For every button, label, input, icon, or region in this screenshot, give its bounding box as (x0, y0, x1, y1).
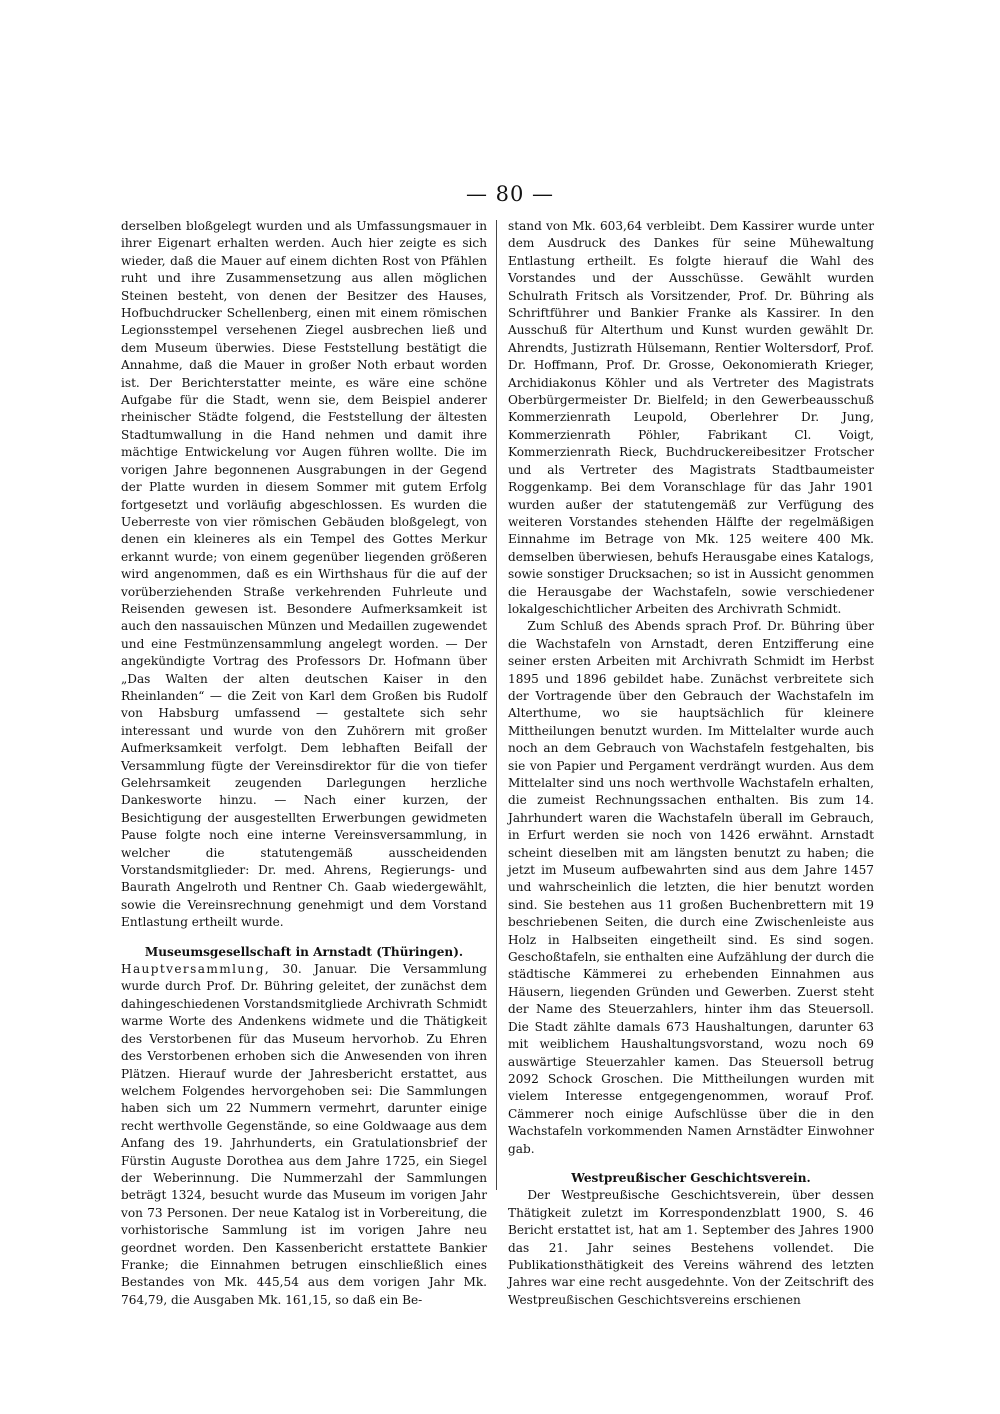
left-paragraph-1: derselben bloßgelegt wurden und als Umfassungsmauer in ihrer Eigenart erhalten werden. Auch hier zeigte es sich wieder, daß die Mauer auf einem dichten Rost von Pfählen ruht und ihre Zusammensetzung aus allen möglichen Steinen besteht, von denen der Besitzer des Hauses, Hofbuchdrucker Schellenberg, einen mit einem römischen Legionsstempel versehenen Ziegel ausbrechen ließ und dem Museum überwies. Diese Feststellung bestätigt die Annahme, daß die Mauer in großer Noth erbaut worden ist. Der Berichterstatter meinte, es wäre eine schöne Aufgabe für die Stadt, wenn sie, dem Beispiel anderer rheinischer Städte folgend, die Feststellung der ältesten Stadtumwallung in die Hand nehmen und damit ihre mächtige Entwickelung vor Augen führen wollte. Die im vorigen Jahre begonnenen Ausgrabungen in der Gegend der Platte wurden in diesem Sommer mit gutem Erfolg fortgesetzt und vorläufig abgeschlossen. Es wurden die Ueberreste von vier römischen Gebäuden bloßgelegt, von denen ein kleineres als ein Tempel des Gottes Merkur erkannt wurde; von einem gegenüber liegenden größeren wird angenommen, daß es ein Wirthshaus für die auf der vorüberziehenden Straße verkehrenden Fuhrleute und Reisenden gewesen ist. Besondere Aufmerksamkeit ist auch den nassauischen Münzen und Medaillen zugewendet und eine Festmünzensammlung angelegt worden. — Der angekündigte Vortrag des Professors Dr. Hofmann über „Das Walten der alten deutschen Kaiser in den Rheinlanden“ — die Zeit von Karl dem Großen bis Rudolf von Habsburg umfassend — gestaltete sich sehr interessant und wurde von den Zuhörern mit großer Aufmerksamkeit verfolgt. Dem lebhaften Beifall der Versammlung fügte der Vereinsdirektor für die von tiefer Gelehrsamkeit zeugenden Darlegungen herzliche Dankesworte hinzu. — Nach einer kurzen, der Besichtigung der ausgestellten Erwerbungen gewidmeten Pause folgte noch eine interne Vereinsversammlung, in welcher die statutengemäß ausscheidenden Vorstandsmitglieder: Dr. med. Ahrens, Regierungs- und Baurath Angelroth und Rentner Ch. Gaab wiedergewählt, sowie die Vereinsrechnung genehmigt und dem Vorstand Entlastung ertheilt wurde. (121, 219, 487, 930)
section-heading-westpreussischer: Westpreußischer Geschichtsverein. (571, 1170, 811, 1185)
column-divider (496, 220, 497, 1190)
right-paragraph-1: stand von Mk. 603,64 verbleibt. Dem Kassirer wurde unter dem Ausdruck des Dankes für seine Mühewaltung Entlastung ertheilt. Es folgte hierauf die Wahl des Vorstandes und der Ausschüsse. Gewählt wurden Schulrath Fritsch als Vorsitzender, Prof. Dr. Bühring als Schriftführer und Bankier Franke als Kassirer. In den Ausschuß für Alterthum und Kunst wurden gewählt Dr. Ahrendts, Justizrath Hülsemann, Rentier Woltersdorf, Prof. Dr. Hoffmann, Prof. Dr. Grosse, Oekonomierath Krieger, Archidiakonus Köhler und als Vertreter des Magistrats Oberbürgermeister Dr. Bielfeld; in den Gewerbeausschuß Kommerzienrath Leupold, Oberlehrer Dr. Jung, Kommerzienrath Pöhler, Fabrikant Cl. Voigt, Kommerzienrath Rieck, Buchdruckereibesitzer Frotscher und als Vertreter des Magistrats Stadtbaumeister Roggenkamp. Bei dem Voranschlage für das Jahr 1901 wurden außer der statutengemäß zur Verfügung des weiteren Vorstandes stehenden Hälfte der regelmäßigen Einnahme im Betrage von Mk. 125 weitere 400 Mk. demselben überwiesen, behufs Herausgabe eines Katalogs, sowie sonstiger Drucksachen; so ist in Aussicht genommen die Herausgabe der Wachstafeln, sowie verschiedener lokalgeschichtlicher Arbeiten des Archivrath Schmidt. (508, 219, 874, 616)
section-heading-museumsgesellschaft: Museumsgesellschaft in Arnstadt (Thüringen). (144, 944, 464, 959)
right-column (508, 218, 874, 1309)
page-number: — 80 — (465, 182, 555, 206)
right-paragraph-3: Der Westpreußische Geschichtsverein, über dessen Thätigkeit zuletzt im Korrespondenzblatt 1900, S. 46 Bericht erstattet ist, hat am 1. September des Jahres 1900 das 21. Jahr seines Bestehens vollendet. Die Publikationsthätigkeit des Vereins während des letzten Jahres war eine recht ausgedehnte. Von der Zeitschrift des Westpreußischen Geschichtsvereins erschienen (508, 1188, 874, 1307)
left-column (121, 218, 487, 1309)
right-paragraph-2: Zum Schluß des Abends sprach Prof. Dr. Bühring über die Wachstafeln von Arnstadt, deren Entzifferung eine seiner ersten Arbeiten mit Archivrath Schmidt im Herbst 1895 und 1896 gebildet habe. Zunächst verbreitete sich der Vortragende über den Gebrauch der Wachstafeln im Alterthume, wo sie hauptsächlich für kleinere Mittheilungen benutzt wurden. Im Mittelalter wurde auch noch an dem Gebrauch von Wachstafeln festgehalten, bis sie von Papier und Pergament verdrängt wurden. Aus dem Mittelalter sind uns noch werthvolle Wachstafeln erhalten, die zumeist Rechnungssachen enthalten. Bis zum 14. Jahrhundert waren die Wachstafeln überall im Gebrauch, in Erfurt werden sie noch von 1426 erwähnt. Arnstadt scheint dieselben mit am längsten benutzt zu haben; die jetzt im Museum aufbewahrten sind aus dem Jahre 1457 und wahrscheinlich die letzten, die hier benutzt worden sind. Sie bestehen aus 11 großen Buchenbrettern mit 19 beschriebenen Seiten, die durch eine Zwischenleiste aus Holz in Halbseiten eingetheilt sind. Es sind sogen. Geschoßtafeln, sie enthalten eine Aufzählung der durch die städtische Kämmerei zu erhebenden Einnahmen aus Häusern, liegenden Gründen und Gewerben. Zuerst steht der Name des Steuerzahlers, hinter ihm das Steuersoll. Die Stadt zählte damals 673 Haushaltungen, darunter 63 mit weiblichem Haushaltungsvorstand, wozu noch 69 auswärtige Steuerzahler kamen. Das Steuersoll betrug 2092 Schock Groschen. Die Mittheilungen wurden mit vielem Interesse entgegengenommen, worauf Prof. Cämmerer noch einige Aufschlüsse über die in den Wachstafeln vorkommenden Namen Arnstädter Einwohner gab. (508, 619, 874, 1156)
left-paragraph-2-lead: Hauptversammlung, (121, 962, 271, 977)
left-paragraph-2: 30. Januar. Die Versammlung wurde durch Prof. Dr. Bühring geleitet, der zunächst dem dahingeschiedenen Vorstandsmitgliede Archivrath Schmidt warme Worte des Andenkens widmete und die Thätigkeit des Verstorbenen für das Museum hervorhob. Zu Ehren des Verstorbenen erhoben sich die Anwesenden von ihren Plätzen. Hierauf wurde der Jahresbericht erstattet, aus welchem Folgendes hervorgehoben sei: Die Sammlungen haben sich um 22 Nummern vermehrt, darunter einige recht werthvolle Gegenstände, so eine Goldwaage aus dem Anfang des 19. Jahrhunderts, ein Gratulationsbrief der Fürstin Auguste Dorothea aus dem Jahre 1725, ein Siegel der Weberinnung. Die Nummerzahl der Sammlungen beträgt 1324, besucht wurde das Museum im vorigen Jahr von 73 Personen. Der neue Katalog ist in Vorbereitung, die vorhistorische Sammlung ist im vorigen Jahre neu geordnet worden. Den Kassenbericht erstattete Bankier Franke; die Einnahmen betrugen einschließlich eines Bestandes von Mk. 445,54 aus dem vorigen Jahr Mk. 764,79, die Ausgaben Mk. 161,15, so daß ein Be- (121, 962, 487, 1307)
